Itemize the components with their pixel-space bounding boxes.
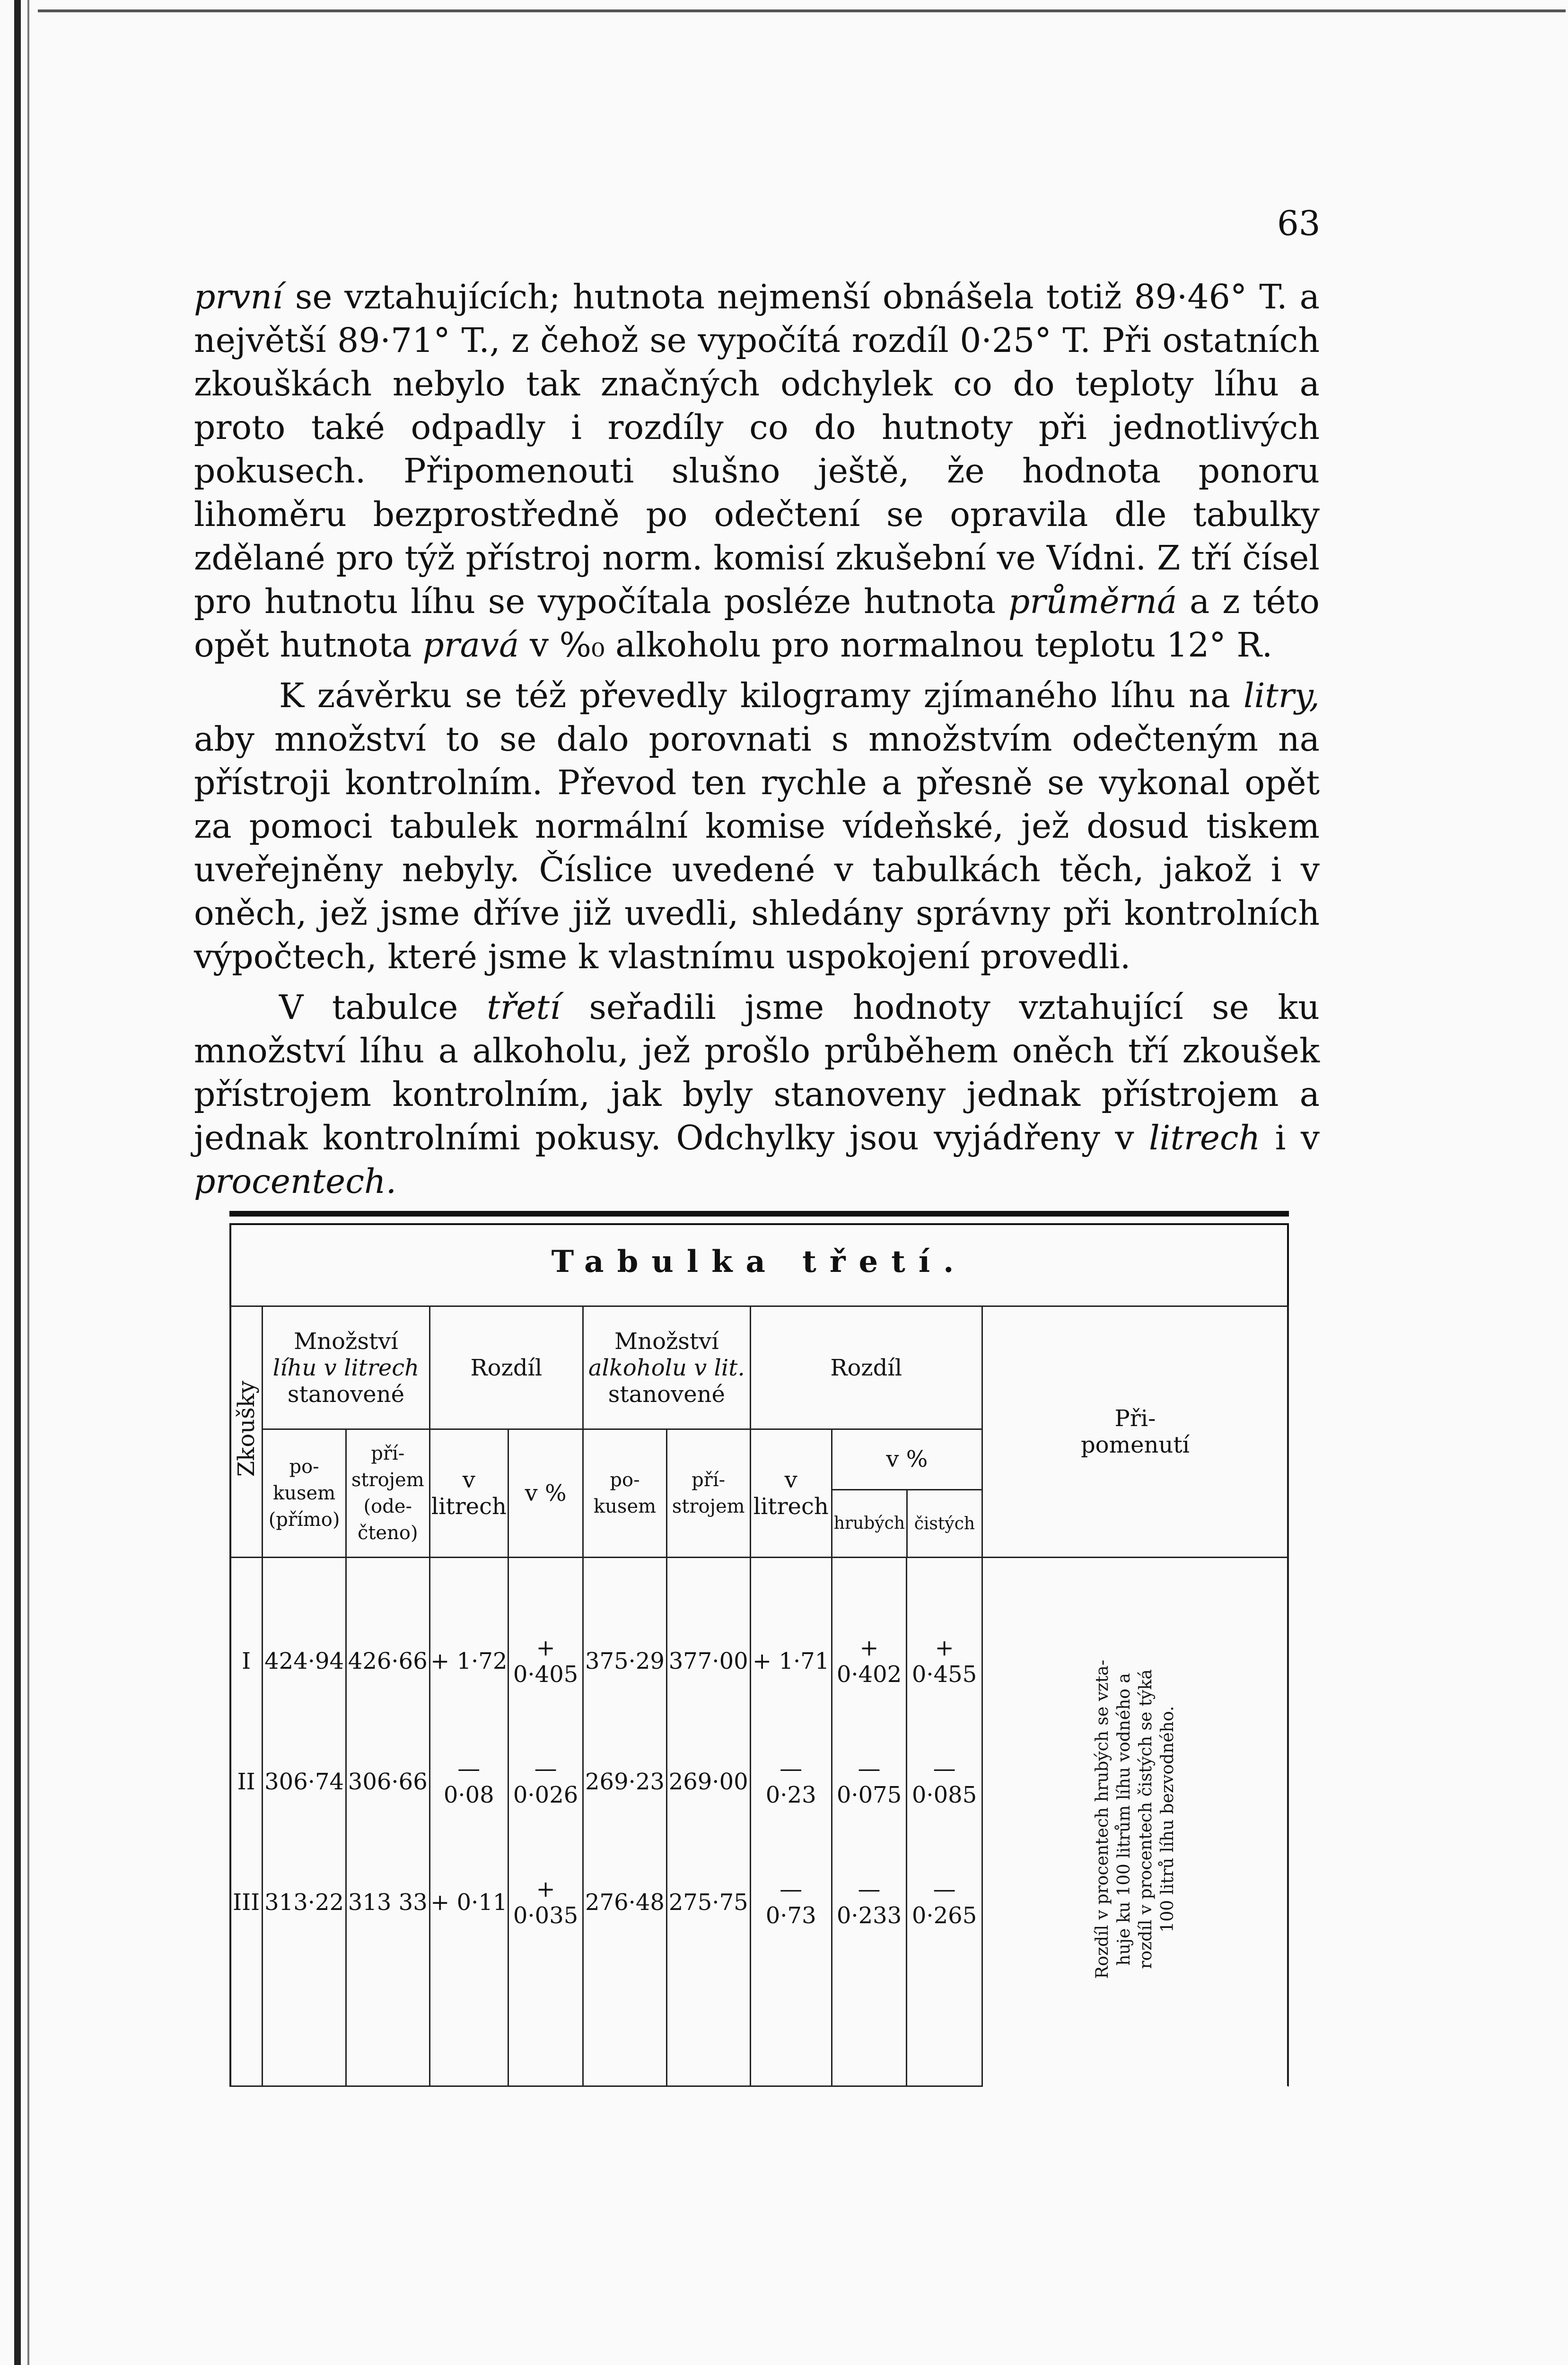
header-text: pomenutí	[1080, 1432, 1190, 1458]
data-table	[229, 1305, 1289, 2087]
header-pripomenuti	[982, 1306, 1288, 1558]
cell-alk-cistych: + 0·455	[907, 1601, 982, 1721]
page-binding-edge-inner	[27, 0, 29, 2365]
cell-rozdil-l: + 1·72	[429, 1601, 508, 1721]
cell-rozdil-pct: + 0·405	[508, 1601, 583, 1721]
cell-zkouska: III	[230, 1842, 263, 1962]
header-pokusem	[263, 1429, 346, 1558]
paragraph	[194, 674, 1320, 979]
header-text: po-	[610, 1469, 640, 1491]
italic-text: první	[194, 277, 283, 316]
header-v-litrech	[429, 1429, 508, 1558]
header-text: (přímo)	[268, 1509, 340, 1531]
cell-alk-rozdil-l: + 1·71	[750, 1601, 832, 1721]
cell-zkouska: I	[230, 1601, 263, 1721]
cell-alk-cistych: — 0·085	[907, 1721, 982, 1842]
cell-lih-pristrojem: 313 33	[346, 1842, 429, 1962]
header-text: strojem	[351, 1469, 424, 1491]
cell-alk-pokusem: 269·23	[583, 1721, 667, 1842]
header-text: alkoholu v lit.	[588, 1354, 745, 1381]
cell-alk-cistych: — 0·265	[907, 1842, 982, 1962]
header-text: líhu v litrech	[272, 1354, 420, 1381]
header-v-litrech-alk	[750, 1429, 832, 1558]
cell-alk-hrubych: — 0·075	[832, 1721, 906, 1842]
cell-lih-pokusem: 306·74	[263, 1721, 346, 1842]
table-three	[229, 1211, 1289, 2086]
header-mnozstvi-lihu	[263, 1306, 429, 1429]
table-title: Tabulka třetí.	[551, 1244, 967, 1279]
header-text: stanovené	[287, 1381, 405, 1408]
note-line: 100 litrů líhu bezvodného.	[1157, 1706, 1177, 1933]
cell-alk-pristrojem: 275·75	[666, 1842, 750, 1962]
cell-alk-pristrojem: 269·00	[666, 1721, 750, 1842]
header-text: stanovené	[608, 1381, 725, 1408]
note-line: Rozdíl v procentech hrubých se vzta-	[1092, 1659, 1112, 1979]
page-binding-edge	[14, 0, 21, 2365]
cell-alk-hrubych: + 0·402	[832, 1601, 906, 1721]
header-text: kusem	[273, 1482, 336, 1504]
note-line: rozdíl v procentech čistých se týká	[1136, 1669, 1156, 1969]
header-text: Při-	[1114, 1405, 1156, 1432]
header-text: po-	[289, 1456, 319, 1478]
text-run: se vztahujících; hutnota nejmenší obnášela totiž 89·46° T. a největší 89·71° T., z čehož se vypočítá rozdíl 0·25° T. Při ostatních zkouškách nebylo tak značných odchylek co do teploty líhu a proto také odpadly i rozdíly co do hutnoty při jednotlivých pokusech. Připomenouti slušno ještě, že hodnota ponoru lihoměru bezprostředně po odečtení se opravila dle tabulky zdělané pro týž přístroj norm. komisí zkušební ve Vídni. Z tří čísel pro hutnotu líhu se vypočítala posléze hutnota	[194, 277, 1320, 621]
spacer-row	[230, 1558, 1288, 1601]
header-text: strojem	[672, 1496, 745, 1517]
paragraph	[194, 275, 1320, 667]
header-v-procent: v %	[508, 1429, 583, 1558]
header-text: v %	[832, 1430, 981, 1490]
header-text: litrech	[753, 1493, 829, 1520]
header-zkousky-label: Zkoušky	[233, 1381, 260, 1477]
text-run: V tabulce	[279, 988, 487, 1027]
text-run: aby množství to se dalo porovnati s množstvím odečteným na přístroji kontrolním. Převod ten rychle a přesně se vykonal opět za pomoci tabulek normální komise vídeňské, jež dosud tiskem uveřejněny nebyly. Číslice uvedené v tabulkách těch, jakož i v oněch, jež jsme dříve již uvedli, shledány správny při kontrolních výpočtech, které jsme k vlastnímu uspokojení provedli.	[194, 719, 1320, 976]
cell-alk-rozdil-l: — 0·73	[750, 1842, 832, 1962]
header-hrubych: hrubých	[832, 1490, 908, 1557]
header-cistych: čistých	[914, 1514, 975, 1533]
header-mnozstvi-alkoholu	[583, 1306, 750, 1429]
italic-text: průměrná	[1008, 582, 1177, 621]
header-v-procent-alk	[832, 1429, 982, 1558]
header-pokusem-alk	[583, 1429, 667, 1558]
paragraph	[194, 986, 1320, 1203]
cell-alk-pokusem: 375·29	[583, 1601, 667, 1721]
header-text: litrech	[431, 1493, 507, 1520]
header-rozdil: Rozdíl	[429, 1306, 583, 1429]
italic-text: litrech	[1148, 1118, 1261, 1157]
italic-text: pravá	[422, 625, 519, 665]
header-zkousky	[230, 1306, 263, 1558]
cell-rozdil-l: + 0·11	[429, 1842, 508, 1962]
cell-lih-pokusem: 424·94	[263, 1601, 346, 1721]
note-line: huje ku 100 litrům líhu vodného a	[1114, 1673, 1134, 1966]
header-subcols	[832, 1490, 981, 1557]
italic-text: litry,	[1243, 676, 1320, 715]
cell-zkouska: II	[230, 1721, 263, 1842]
page-top-edge	[38, 9, 1566, 12]
cell-alk-rozdil-l: — 0·23	[750, 1721, 832, 1842]
cell-lih-pokusem: 313·22	[263, 1842, 346, 1962]
note-cell	[982, 1558, 1288, 2086]
note-text	[1092, 1660, 1179, 1979]
body-text	[194, 275, 1320, 1203]
header-text: Množství	[614, 1328, 719, 1355]
header-pristrojem-alk	[666, 1429, 750, 1558]
table-top-rule	[229, 1211, 1289, 1217]
header-text: v	[462, 1467, 475, 1493]
cell-alk-pristrojem: 377·00	[666, 1601, 750, 1721]
cell-rozdil-pct: — 0·026	[508, 1721, 583, 1842]
text-run: seřadili jsme hodnoty vztahující se ku množství líhu a alkoholu, jež prošlo průběhem oněch tří zkoušek přístrojem kontrolním, jak byly stanoveny jednak přístrojem a jednak kontrolními pokusy. Odchylky jsou vyjádřeny v	[194, 988, 1320, 1157]
cell-lih-pristrojem: 426·66	[346, 1601, 429, 1721]
page-number: 63	[1277, 203, 1321, 243]
italic-text: procentech.	[194, 1162, 397, 1201]
header-text: v	[784, 1467, 797, 1493]
header-text: pří-	[371, 1443, 405, 1464]
header-text: kusem	[593, 1496, 657, 1517]
cell-alk-pokusem: 276·48	[583, 1842, 667, 1962]
header-text: čteno)	[357, 1522, 418, 1544]
header-text: pří-	[692, 1469, 726, 1491]
header-rozdil-alkohol: Rozdíl	[750, 1306, 982, 1429]
header-text: (ode-	[363, 1496, 412, 1517]
cell-rozdil-l: — 0·08	[429, 1721, 508, 1842]
italic-text: třetí	[487, 988, 561, 1027]
header-row-1	[230, 1306, 1288, 1429]
text-run: v %₀ alkoholu pro normalnou teplotu 12° R.	[519, 625, 1273, 665]
cell-lih-pristrojem: 306·66	[346, 1721, 429, 1842]
header-pristrojem	[346, 1429, 429, 1558]
text-run: i v	[1260, 1118, 1320, 1157]
text-run: a z této opět hutnota	[194, 582, 1320, 665]
text-run: K závěrku se též převedly kilogramy zjímaného líhu na	[279, 676, 1244, 715]
cell-alk-hrubych: — 0·233	[832, 1842, 906, 1962]
header-text: Množství	[294, 1328, 398, 1355]
cell-rozdil-pct: + 0·035	[508, 1842, 583, 1962]
